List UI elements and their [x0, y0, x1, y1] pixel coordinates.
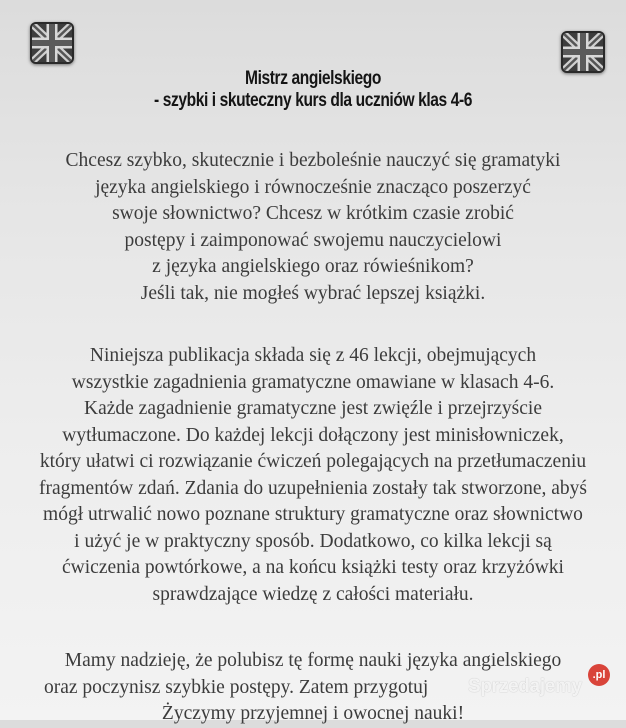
title-line-1: Mistrz angielskiego	[245, 68, 381, 89]
text-line: Życzymy przyjemnej i owocnej nauki!	[161, 703, 465, 724]
text-line: postępy i zaimponować swojemu nauczycielowi	[124, 229, 502, 251]
uk-flag-icon	[561, 31, 605, 73]
text-line: wszystkie zagadnienia gramatyczne omawiane w klasach 4-6.	[71, 371, 555, 393]
text-line: sprawdzające wiedzę z całości materiału.	[152, 583, 474, 605]
text-line: Jeśli tak, nie mogłeś wybrać lepszej książki.	[140, 282, 486, 304]
watermark-text: Sprzedajemy	[468, 676, 582, 697]
text-line: Każde zagadnienie gramatyczne jest zwięźle i przejrzyście	[84, 398, 542, 419]
text-line: języka angielskiego i równocześnie znacząco poszerzyć	[95, 176, 531, 198]
text-line: z języka angielskiego oraz rówieśnikom?	[152, 256, 474, 277]
description-paragraph	[0, 343, 626, 608]
text-line: Chcesz szybko, skutecznie i bezboleśnie nauczyć się gramatyki	[65, 150, 561, 171]
text-line: swoje słownictwo? Chcesz w krótkim czasie zrobić	[112, 203, 514, 224]
text-line: który ułatwi ci rozwiązanie ćwiczeń polegających na przetłumaczeniu	[39, 451, 587, 472]
text-line: fragmentów zdań. Zdania do uzupełnienia zostały tak stworzone, abyś	[39, 477, 587, 499]
title-line-2: - szybki i skuteczny kurs dla uczniów klas 4-6	[154, 90, 472, 111]
text-line: oraz poczynisz szybkie postępy. Zatem przygotuj	[44, 676, 429, 698]
uk-flag-icon	[30, 22, 74, 64]
text-line: i użyć je w praktyczny sposób. Dodatkowo, co kilka lekcji są	[74, 530, 552, 552]
page-title	[56, 68, 569, 112]
text-line: wytłumaczone. Do każdej lekcji dołączony jest minisłowniczek,	[62, 424, 564, 446]
text-line: Niniejsza publikacja składa się z 46 lekcji, obejmujących	[89, 345, 537, 366]
text-line: ćwiczenia powtórkowe, a na końcu książki testy oraz krzyżówki	[62, 557, 564, 578]
watermark-badge: .pl	[588, 664, 610, 686]
text-line: mógł utrwalić nowo poznane struktury gramatyczne oraz słownictwo	[43, 504, 583, 525]
text-line: Mamy nadzieję, że polubisz tę formę nauki języka angielskiego	[64, 650, 562, 671]
intro-paragraph	[0, 148, 626, 307]
